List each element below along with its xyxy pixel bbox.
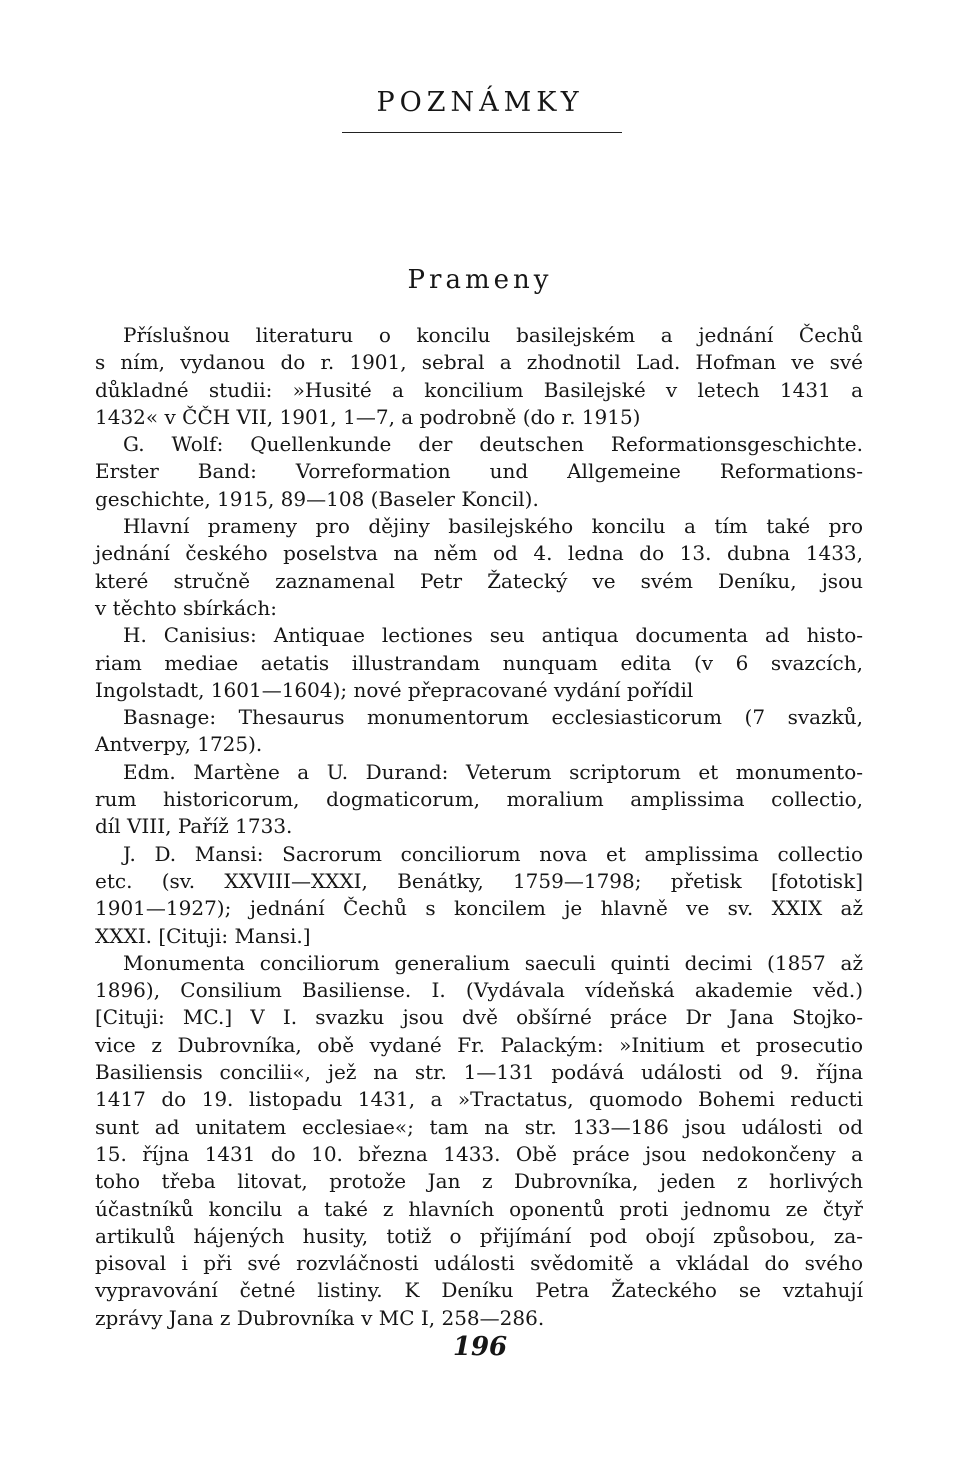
- page-number: 196: [452, 1332, 508, 1362]
- text-line: 1901—1927); jednání Čechů s koncilem je hlavně ve sv. XXIX až: [95, 896, 863, 921]
- text-line: Basiliensis concilii«, jež na str. 1—131 podává události od 9. října: [95, 1060, 863, 1085]
- text-line: geschichte, 1915, 89—108 (Baseler Koncil).: [95, 486, 539, 511]
- text-line: díl VIII, Paříž 1733.: [95, 814, 293, 839]
- text-line: s ním, vydanou do r. 1901, sebral a zhodnotil Lad. Hofman ve své: [95, 350, 863, 375]
- text-line: H. Canisius: Antiquae lectiones seu antiqua documenta ad histo-: [123, 623, 863, 648]
- text-line: pisoval i při své rozvláčnosti události svědomitě a vkládal do svého: [95, 1251, 863, 1276]
- text-line: sunt ad unitatem ecclesiae«; tam na str. 133—186 jsou události od: [95, 1114, 863, 1139]
- text-line: Monumenta conciliorum generalium saeculi quinti decimi (1857 až: [123, 950, 863, 975]
- text-line: které stručně zaznamenal Petr Žatecký ve svém Deníku, jsou: [95, 568, 863, 593]
- text-line: účastníků koncilu a také z hlavních oponentů proti jednomu ze čtyř: [95, 1196, 863, 1221]
- text-line: vypravování četné listiny. K Deníku Petra Žateckého se vztahují: [95, 1278, 863, 1303]
- text-line: Basnage: Thesaurus monumentorum ecclesiasticorum (7 svazků,: [123, 705, 863, 730]
- section-heading: Prameny: [407, 265, 553, 295]
- text-line: 1896), Consilium Basiliense. I. (Vydávala vídeňská akademie věd.): [95, 978, 863, 1003]
- text-line: Antverpy, 1725).: [95, 732, 263, 757]
- text-line: vice z Dubrovníka, obě vydané Fr. Palackým: »Initium et prosecutio: [95, 1032, 863, 1057]
- text-line: 15. října 1431 do 10. března 1433. Obě práce jsou nedokončeny a: [95, 1141, 863, 1166]
- text-line: artikulů hájených husity, totiž o přijímání pod obojí způsobou, za-: [95, 1223, 863, 1248]
- page-title: POZNÁMKY: [376, 87, 584, 118]
- text-line: toho třeba litovat, protože Jan z Dubrovníka, jeden z horlivých: [95, 1169, 863, 1194]
- text-line: XXXI. [Cituji: Mansi.]: [95, 923, 311, 948]
- text-line: v těchto sbírkách:: [95, 595, 277, 620]
- text-line: Příslušnou literaturu o koncilu basilejském a jednání Čechů: [123, 323, 863, 347]
- text-line: 1432« v ČČH VII, 1901, 1—7, a podrobně (do r. 1915): [95, 404, 641, 429]
- text-line: G. Wolf: Quellenkunde der deutschen Reformationsgeschichte.: [123, 432, 863, 457]
- text-line: 1417 do 19. listopadu 1431, a »Tractatus, quomodo Bohemi reducti: [95, 1087, 863, 1112]
- text-line: Hlavní prameny pro dějiny basilejského koncilu a tím také pro: [123, 514, 863, 539]
- text-line: důkladné studii: »Husité a koncilium Basilejské v letech 1431 a: [95, 377, 863, 402]
- text-line: Edm. Martène a U. Durand: Veterum scriptorum et monumento-: [123, 759, 863, 784]
- text-line: riam mediae aetatis illustrandam nunquam edita (v 6 svazcích,: [95, 650, 863, 675]
- text-line: J. D. Mansi: Sacrorum conciliorum nova et amplissima collectio: [123, 841, 863, 866]
- text-line: rum historicorum, dogmaticorum, moralium amplissima collectio,: [95, 787, 863, 812]
- text-line: etc. (sv. XXVIII—XXXI, Benátky, 1759—1798; přetisk [fototisk]: [95, 868, 863, 893]
- text-line: Ingolstadt, 1601—1604); nové přepracované vydání pořídil: [95, 677, 694, 702]
- text-line: zprávy Jana z Dubrovníka v MC I, 258—286.: [95, 1305, 545, 1330]
- title-divider: [342, 132, 622, 133]
- text-line: Erster Band: Vorreformation und Allgemeine Reformations-: [95, 459, 863, 484]
- text-line: [Cituji: MC.] V I. svazku jsou dvě obšírné práce Dr Jana Stojko-: [95, 1005, 863, 1030]
- text-line: jednání českého poselstva na něm od 4. ledna do 13. dubna 1433,: [95, 541, 863, 566]
- body-text: [95, 322, 863, 1332]
